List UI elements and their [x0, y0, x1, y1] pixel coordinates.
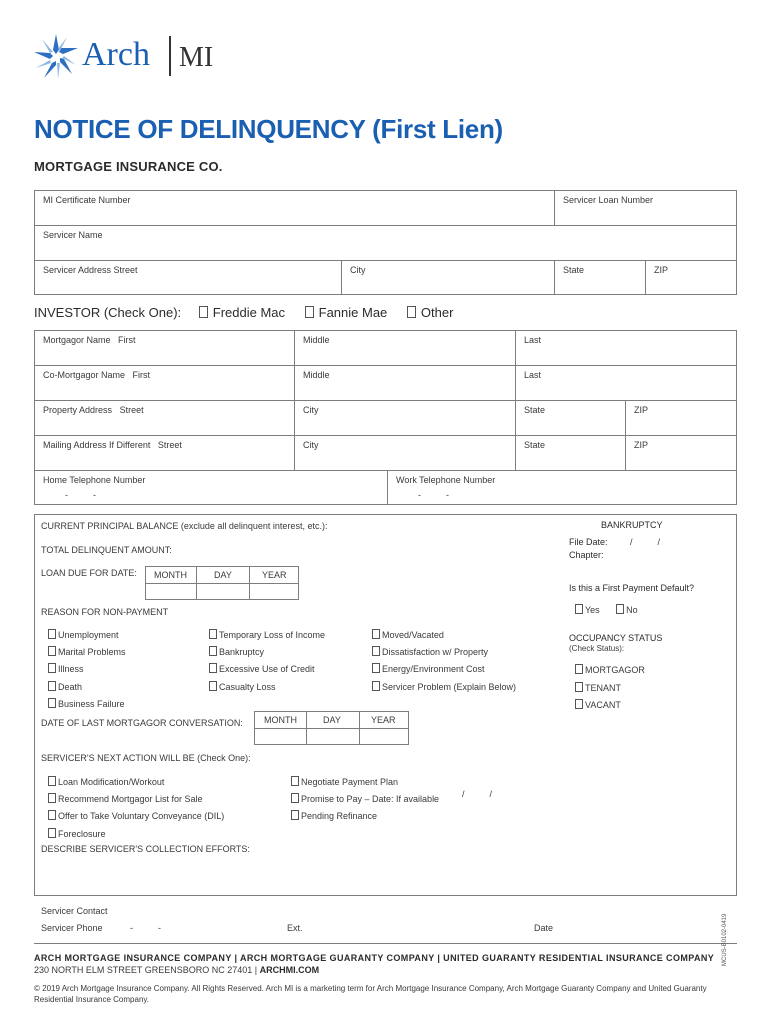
first-payment-yes-checkbox[interactable]: Yes	[575, 604, 600, 615]
first-payment-no-checkbox[interactable]: No	[616, 604, 638, 615]
servicer-zip-field[interactable]: ZIP	[645, 260, 737, 295]
first-payment-default-label: Is this a First Payment Default?	[569, 583, 695, 593]
servicer-address-field[interactable]: Servicer Address Street	[34, 260, 342, 295]
servicer-contact-label: Servicer Contact	[41, 906, 108, 916]
servicer-city-field[interactable]: City	[341, 260, 555, 295]
mailing-city-field[interactable]: City	[294, 435, 516, 471]
first-payment-default-options	[575, 600, 638, 618]
reason-heading: REASON FOR NON-PAYMENT	[41, 607, 169, 617]
reason-unemployment-checkbox[interactable]: Unemployment	[48, 625, 119, 643]
reason-death-checkbox[interactable]: Death	[48, 677, 82, 695]
action-loan-modification-checkbox[interactable]: Loan Modification/Workout	[48, 772, 164, 790]
reason-casualty-loss-checkbox[interactable]: Casualty Loss	[209, 677, 276, 695]
reason-energy-cost-checkbox[interactable]: Energy/Environment Cost	[372, 659, 485, 677]
last-conversation-date-grid[interactable]: MONTH DAY YEAR	[254, 711, 409, 745]
property-zip-field[interactable]: ZIP	[625, 400, 737, 436]
footer-companies: ARCH MORTGAGE INSURANCE COMPANY | ARCH MORTGAGE GUARANTY COMPANY | UNITED GUARANTY RESIDENTIAL INSURANCE COMPANY	[34, 953, 715, 963]
action-promise-to-pay-checkbox[interactable]: Promise to Pay – Date: If available	[291, 789, 439, 807]
servicer-loan-field[interactable]: Servicer Loan Number	[554, 190, 737, 226]
co-mortgagor-last-name-field[interactable]: Last	[515, 365, 737, 401]
reason-moved-checkbox[interactable]: Moved/Vacated	[372, 625, 444, 643]
total-delinquent-label: TOTAL DELINQUENT AMOUNT:	[41, 545, 172, 555]
reason-servicer-problem-checkbox[interactable]: Servicer Problem (Explain Below)	[372, 677, 516, 695]
home-phone-field[interactable]: Home Telephone Number - -	[34, 470, 388, 505]
logo-divider	[169, 36, 171, 76]
reason-marital-checkbox[interactable]: Marital Problems	[48, 642, 126, 660]
mi-certificate-field[interactable]: MI Certificate Number	[34, 190, 555, 226]
promise-date-slashes[interactable]: / /	[462, 789, 493, 799]
investor-freddie-mac-checkbox[interactable]: Freddie Mac	[199, 305, 285, 320]
mailing-state-field[interactable]: State	[515, 435, 626, 471]
mailing-street-field[interactable]: Mailing Address If Different Street	[34, 435, 295, 471]
bankruptcy-chapter-label: Chapter:	[569, 550, 604, 560]
action-recommend-sale-checkbox[interactable]: Recommend Mortgagor List for Sale	[48, 789, 203, 807]
property-street-field[interactable]: Property Address Street	[34, 400, 295, 436]
occupancy-tenant-checkbox[interactable]: TENANT	[575, 678, 621, 696]
servicer-name-field[interactable]: Servicer Name	[34, 225, 737, 261]
form-code: MCUS-B0102-0419	[722, 913, 728, 966]
servicer-state-field[interactable]: State	[554, 260, 646, 295]
bankruptcy-heading: BANKRUPTCY	[601, 520, 663, 530]
loan-due-date-grid[interactable]: MONTH DAY YEAR	[145, 566, 299, 600]
reason-excessive-credit-checkbox[interactable]: Excessive Use of Credit	[209, 659, 315, 677]
reason-temporary-loss-checkbox[interactable]: Temporary Loss of Income	[209, 625, 325, 643]
arch-star-icon	[34, 34, 78, 80]
action-foreclosure-checkbox[interactable]: Foreclosure	[48, 824, 106, 842]
action-voluntary-conveyance-checkbox[interactable]: Offer to Take Voluntary Conveyance (DIL)	[48, 806, 224, 824]
bankruptcy-file-date-label: File Date:	[569, 537, 608, 547]
property-city-field[interactable]: City	[294, 400, 516, 436]
reason-bankruptcy-checkbox[interactable]: Bankruptcy	[209, 642, 264, 660]
action-negotiate-payment-checkbox[interactable]: Negotiate Payment Plan	[291, 772, 398, 790]
mortgagor-last-name-field[interactable]: Last	[515, 330, 737, 366]
principal-balance-label: CURRENT PRINCIPAL BALANCE (exclude all delinquent interest, etc.):	[41, 521, 328, 531]
reason-illness-checkbox[interactable]: Illness	[48, 659, 84, 677]
occupancy-mortgagor-checkbox[interactable]: MORTGAGOR	[575, 660, 645, 678]
mortgagor-first-name-field[interactable]: Mortgagor Name First	[34, 330, 295, 366]
delinquency-section	[34, 514, 737, 896]
servicer-contact-input[interactable]	[120, 904, 730, 916]
reason-dissatisfaction-checkbox[interactable]: Dissatisfaction w/ Property	[372, 642, 488, 660]
servicer-date-label: Date	[534, 923, 554, 933]
investor-fannie-mae-checkbox[interactable]: Fannie Mae	[305, 305, 388, 320]
next-action-heading: SERVICER'S NEXT ACTION WILL BE (Check One):	[41, 753, 251, 763]
reason-business-failure-checkbox[interactable]: Business Failure	[48, 694, 125, 712]
action-pending-refinance-checkbox[interactable]: Pending Refinance	[291, 806, 377, 824]
bankruptcy-file-date-slashes[interactable]: / /	[630, 537, 661, 547]
collection-efforts-textarea[interactable]	[41, 858, 731, 892]
page-subtitle: MORTGAGE INSURANCE CO.	[34, 159, 223, 174]
occupancy-sub-label: (Check Status):	[569, 644, 625, 653]
arch-mi-logo	[34, 34, 234, 84]
mortgagor-middle-name-field[interactable]: Middle	[294, 330, 516, 366]
occupancy-vacant-checkbox[interactable]: VACANT	[575, 695, 621, 713]
loan-due-label: LOAN DUE FOR DATE:	[41, 568, 137, 578]
footer-address-line	[34, 965, 319, 975]
servicer-ext-label: Ext.	[287, 923, 303, 933]
logo-brand-text: Arch	[82, 36, 150, 73]
investor-row	[34, 305, 453, 320]
investor-other-checkbox[interactable]: Other	[407, 305, 454, 320]
co-mortgagor-first-name-field[interactable]: Co-Mortgagor Name First	[34, 365, 295, 401]
property-state-field[interactable]: State	[515, 400, 626, 436]
investor-label: INVESTOR (Check One):	[34, 305, 182, 320]
footer-divider	[34, 943, 737, 944]
work-phone-field[interactable]: Work Telephone Number - -	[387, 470, 737, 505]
mailing-zip-field[interactable]: ZIP	[625, 435, 737, 471]
page-title: NOTICE OF DELINQUENCY (First Lien)	[34, 114, 503, 144]
logo-suffix-text: MI	[179, 42, 214, 73]
footer-copyright: © 2019 Arch Mortgage Insurance Company. All Rights Reserved. Arch MI is a marketing term for Arch Mortgage Insurance Company, Arch Mortgage Guaranty Company and United Guaranty Residential Insurance Company.	[34, 984, 707, 1004]
last-conversation-label: DATE OF LAST MORTGAGOR CONVERSATION:	[41, 718, 243, 728]
collection-efforts-label: DESCRIBE SERVICER'S COLLECTION EFFORTS:	[41, 844, 250, 854]
footer-website-link[interactable]: ARCHMI.COM	[259, 965, 320, 975]
servicer-phone-label: Servicer Phone	[41, 923, 103, 933]
occupancy-heading: OCCUPANCY STATUS	[569, 633, 663, 643]
footer-address: 230 NORTH ELM STREET GREENSBORO NC 27401 |	[34, 965, 260, 975]
servicer-phone-dashes[interactable]: - -	[130, 923, 161, 933]
co-mortgagor-middle-name-field[interactable]: Middle	[294, 365, 516, 401]
